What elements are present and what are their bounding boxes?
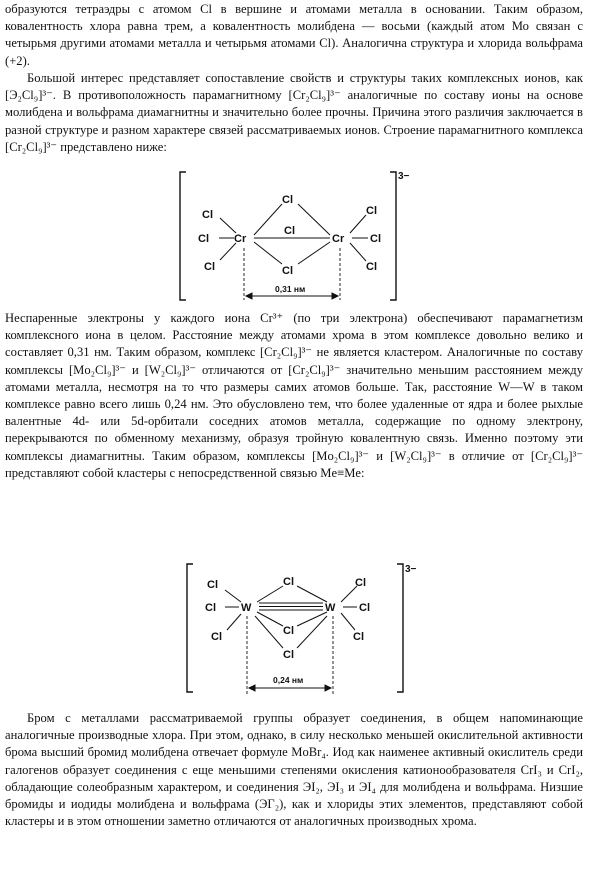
left-bracket <box>187 564 193 692</box>
distance-arrow <box>249 685 331 691</box>
left-bracket <box>180 172 186 300</box>
metal-atom-right: W <box>325 602 336 614</box>
ligand-left-middle: Cl <box>198 233 209 245</box>
charge-label: 3− <box>398 171 410 182</box>
ligand-bridge-bottom: Cl <box>282 265 293 277</box>
paragraph-3: Неспаренные электроны у каждого иона Cr³⁺ (по три электрона) обеспечивают парамагнетизм комплексного иона в целом. Расстояние между атомами хрома в этом комплексе довольно велико и составляет 0,31 нм. Таким образом, комплекс [Cr₂Cl₉]³⁻ не является кластером. Аналогичные по составу комплексы [Mo₂Cl₉]³⁻ и [W₂Cl₉]³⁻ отличаются от [Cr₂Cl₉]³⁻ значительно меньшим расстоянием между атомами металла, несмотря на то что размеры самих атомов больше. Так, расстояние W—W в таком комплексе равно всего лишь 0,24 нм. Это обусловлено тем, что более удаленные от ядра и более рыхлые валентные 4d- или 5d-орбитали соседних атомов металла, содержащие по одному электрону, перекрываются по обменному механизму, образуя тройную ковалентную связь. Именно поэтому эти комплексы диамагнитны. Таким образом, комплексы [Mo₂Cl₉]³⁻ и [W₂Cl₉]³⁻ в отличие от [Cr₂Cl₉]³⁻ представляют собой кластеры с непосредственной связью Me≡Me: <box>5 311 583 480</box>
ligand-left-bottom: Cl <box>204 261 215 273</box>
ligand-right-bottom: Cl <box>353 631 364 643</box>
charge-label: 3− <box>405 564 417 575</box>
ligand-left-bottom: Cl <box>211 631 222 643</box>
distance-label: 0,31 нм <box>275 284 306 294</box>
right-bracket <box>397 564 403 692</box>
metal-atom-right: Cr <box>332 233 345 245</box>
cr2cl9-structure-svg <box>178 170 408 308</box>
ligand-right-top: Cl <box>366 205 377 217</box>
paragraph-4: Бром с металлами рассматриваемой группы образует соединения, в общем напоминающие аналогичные производные хлора. При этом, однако, в силу несколько меньшей окислительной активности брома высший бромид молибдена отвечает формуле MoBr₄. Иод как наименее активный окислитель среди галогенов образует соединения с еще меньшими степенями окисления катионообразователя CrI₃ и CrI₂, обладающие солеобразным характером, и соединения ЭI₂, ЭI₃ и ЭI₄ для молибдена и вольфрама. Низшие бромиды и иодиды молибдена и вольфрама (ЭГ₂), как и хлориды этих элементов, представляют собой кластеры и в этом отношении заметно отличаются от аналогичных производных хрома. <box>5 711 583 829</box>
ligand-bridge-top: Cl <box>282 194 293 206</box>
right-bracket <box>390 172 396 300</box>
ligand-left-top: Cl <box>207 579 218 591</box>
metal-atom-left: W <box>241 602 252 614</box>
w2cl9-structure-svg <box>185 560 417 700</box>
w2cl9-structure-figure <box>185 560 417 700</box>
ligand-left-top: Cl <box>202 209 213 221</box>
cr2cl9-structure-figure <box>178 170 408 308</box>
ligand-bridge-top: Cl <box>283 576 294 588</box>
paragraph-2: Большой интерес представляет сопоставление свойств и структуры таких комплексных ионов, как [Э₂Cl₉]³⁻. В противоположность парамагнитному [Cr₂Cl₉]³⁻ аналогичные по составу ионы на основе молибдена и вольфрама диамагнитны и значительно более прочны. Причина этого различия заключается в разной структуре и разном характере связей рассматриваемых ионов. Строение парамагнитного комплекса [Cr₂Cl₉]³⁻ представлено ниже: <box>5 71 583 154</box>
ligand-bridge-bottom: Cl <box>283 649 294 661</box>
ligand-bridge-middle: Cl <box>284 225 295 237</box>
ligand-right-middle: Cl <box>359 602 370 614</box>
triple-bond <box>259 603 323 610</box>
ligand-right-top: Cl <box>355 577 366 589</box>
ligand-right-bottom: Cl <box>366 261 377 273</box>
distance-label: 0,24 нм <box>273 675 304 685</box>
paragraph-1: образуются тетраэдры с атомом Cl в вершине и атомами металла в основании. Таким образом, ковалентность хлора равна трем, а ковалентность молибдена — восьми (каждый атом Мо связан с четырьмя другими атомами металла и четырьмя атомами Cl). Аналогична структура и хлорида вольфрама (+2). <box>5 2 583 68</box>
ligand-bridge-middle: Cl <box>283 625 294 637</box>
ligand-right-middle: Cl <box>370 233 381 245</box>
ligand-left-middle: Cl <box>205 602 216 614</box>
metal-atom-left: Cr <box>234 233 247 245</box>
bond-lines <box>225 586 357 648</box>
